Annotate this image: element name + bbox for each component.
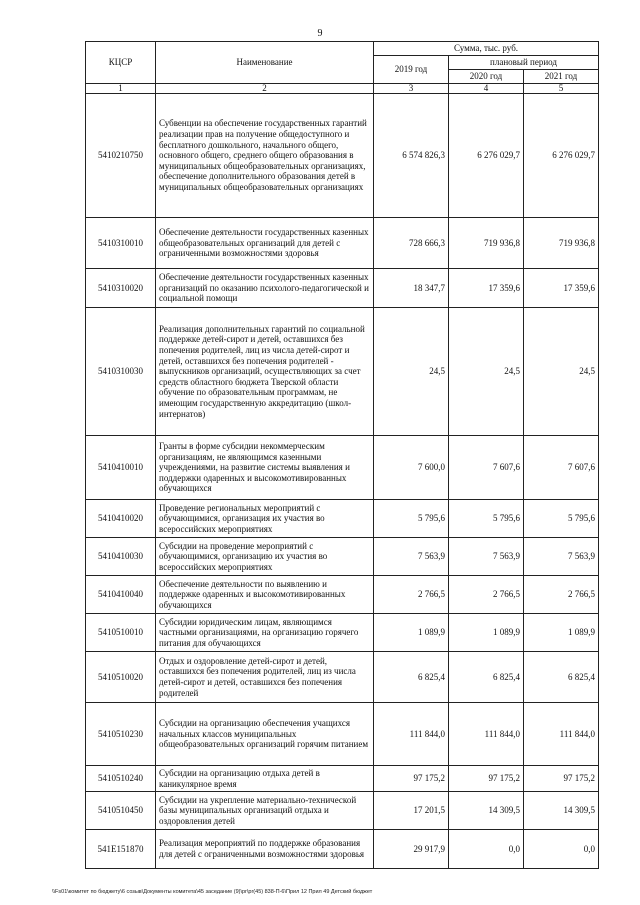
code-cell: 5410410030 [86, 538, 156, 576]
code-cell: 5410510010 [86, 614, 156, 652]
amount-2020-cell: 1 089,9 [449, 614, 524, 652]
amount-2021-cell: 111 844,0 [524, 703, 599, 766]
name-cell: Обеспечение деятельности по выявлению и поддержке одаренных и высокомотивированных обучающихся [156, 576, 374, 614]
table-row [86, 436, 599, 500]
header-sum: Сумма, тыс. руб. [374, 42, 599, 56]
table-row [86, 538, 599, 576]
name-cell: Субсидии на организацию обеспечения учащихся начальных классов муниципальных общеобразовательных организаций горячим питанием [156, 703, 374, 766]
code-cell: 5410310020 [86, 269, 156, 308]
amount-2020-cell: 2 766,5 [449, 576, 524, 614]
code-cell: 5410410020 [86, 500, 156, 538]
table-row [86, 614, 599, 652]
header-kcsr: КЦСР [86, 42, 156, 84]
table-row [86, 766, 599, 792]
table-row [86, 218, 599, 269]
amount-2021-cell: 5 795,6 [524, 500, 599, 538]
amount-2019-cell: 18 347,7 [374, 269, 449, 308]
amount-2020-cell: 5 795,6 [449, 500, 524, 538]
name-cell: Обеспечение деятельности государственных казенных организаций по оказанию психолого-педагогической и социальной помощи [156, 269, 374, 308]
name-cell: Обеспечение деятельности государственных казенных общеобразовательных организаций для детей с ограниченными возможностями здоровья [156, 218, 374, 269]
name-cell: Субвенции на обеспечение государственных гарантий реализации прав на получение общедоступного и бесплатного дошкольного, начального общего, основного общего, среднего общего образования в муниципальных общеобразовательных организациях, обеспечение дополнительного образования детей в муниципальных общеобразовательных организациях [156, 94, 374, 218]
amount-2019-cell: 7 600,0 [374, 436, 449, 500]
name-cell: Субсидии юридическим лицам, являющимся частными организациями, на организацию горячего питания для обучающихся [156, 614, 374, 652]
amount-2020-cell: 7 607,6 [449, 436, 524, 500]
name-cell: Реализация мероприятий по поддержке образования для детей с ограниченными возможностями здоровья [156, 830, 374, 869]
amount-2021-cell: 1 089,9 [524, 614, 599, 652]
amount-2021-cell: 97 175,2 [524, 766, 599, 792]
header-planned-period: плановый период [449, 56, 599, 70]
name-cell: Субсидии на укрепление материально-технической базы муниципальных организаций отдыха и оздоровления детей [156, 792, 374, 830]
budget-table [85, 41, 599, 869]
amount-2021-cell: 7 607,6 [524, 436, 599, 500]
code-cell: 5410210750 [86, 94, 156, 218]
name-cell: Отдых и оздоровление детей-сирот и детей, оставшихся без попечения родителей, лиц из числа детей-сирот и детей, оставшихся без попечения родителей [156, 652, 374, 703]
amount-2019-cell: 2 766,5 [374, 576, 449, 614]
page-number: 9 [317, 28, 323, 39]
amount-2021-cell: 6 276 029,7 [524, 94, 599, 218]
table-row [86, 830, 599, 869]
amount-2020-cell: 719 936,8 [449, 218, 524, 269]
amount-2019-cell: 97 175,2 [374, 766, 449, 792]
table-row [86, 500, 599, 538]
name-cell: Субсидии на организацию отдыха детей в каникулярное время [156, 766, 374, 792]
table-row [86, 703, 599, 766]
amount-2019-cell: 1 089,9 [374, 614, 449, 652]
table-row [86, 652, 599, 703]
file-path-footer: \\Fs01\комитет по бюджету\6 созыв\Документы комитета\45 заседание (9)\pr\pr(45) 838-П-6\Прил 12 Прил 49 Детский бюджет [52, 889, 373, 895]
code-cell: 5410510020 [86, 652, 156, 703]
amount-2020-cell: 6 276 029,7 [449, 94, 524, 218]
amount-2019-cell: 111 844,0 [374, 703, 449, 766]
amount-2021-cell: 7 563,9 [524, 538, 599, 576]
amount-2021-cell: 6 825,4 [524, 652, 599, 703]
amount-2020-cell: 7 563,9 [449, 538, 524, 576]
name-cell: Проведение региональных мероприятий с обучающимися, организация их участия во всероссийских мероприятиях [156, 500, 374, 538]
amount-2021-cell: 0,0 [524, 830, 599, 869]
amount-2020-cell: 0,0 [449, 830, 524, 869]
amount-2020-cell: 111 844,0 [449, 703, 524, 766]
header-year-2020: 2020 год [449, 70, 524, 84]
header-year-2019: 2019 год [374, 56, 449, 84]
amount-2019-cell: 7 563,9 [374, 538, 449, 576]
table-row [86, 308, 599, 436]
column-number: 4 [449, 84, 524, 94]
code-cell: 5410410040 [86, 576, 156, 614]
amount-2021-cell: 719 936,8 [524, 218, 599, 269]
amount-2020-cell: 17 359,6 [449, 269, 524, 308]
code-cell: 5410510240 [86, 766, 156, 792]
code-cell: 5410510450 [86, 792, 156, 830]
amount-2020-cell: 97 175,2 [449, 766, 524, 792]
amount-2021-cell: 14 309,5 [524, 792, 599, 830]
amount-2021-cell: 17 359,6 [524, 269, 599, 308]
code-cell: 5410410010 [86, 436, 156, 500]
amount-2019-cell: 17 201,5 [374, 792, 449, 830]
amount-2020-cell: 14 309,5 [449, 792, 524, 830]
column-number: 1 [86, 84, 156, 94]
table-row [86, 792, 599, 830]
header-name: Наименование [156, 42, 374, 84]
amount-2021-cell: 24,5 [524, 308, 599, 436]
name-cell: Реализация дополнительных гарантий по социальной поддержке детей-сирот и детей, оставшихся без попечения родителей, лиц из числа детей-сирот и детей, оставшихся без попечения родителей - выпускников организаций, осуществляющих за счет средств областного бюджета Тверской области обучение по образовательным программам, не имеющим государственную аккредитацию (школ-интернатов) [156, 308, 374, 436]
amount-2020-cell: 24,5 [449, 308, 524, 436]
name-cell: Гранты в форме субсидии некоммерческим организациям, не являющимся казенными учреждениями, на развитие системы выявления и поддержки одаренных и высокомотивированных обучающихся [156, 436, 374, 500]
table-row [86, 269, 599, 308]
code-cell: 5410310030 [86, 308, 156, 436]
code-cell: 5410510230 [86, 703, 156, 766]
amount-2019-cell: 29 917,9 [374, 830, 449, 869]
amount-2019-cell: 728 666,3 [374, 218, 449, 269]
table-row [86, 94, 599, 218]
code-cell: 541E151870 [86, 830, 156, 869]
amount-2020-cell: 6 825,4 [449, 652, 524, 703]
code-cell: 5410310010 [86, 218, 156, 269]
column-number-row [86, 84, 599, 94]
amount-2019-cell: 6 825,4 [374, 652, 449, 703]
name-cell: Субсидии на проведение мероприятий с обучающимися, организацию их участия во всероссийских мероприятиях [156, 538, 374, 576]
header-year-2021: 2021 год [524, 70, 599, 84]
column-number: 3 [374, 84, 449, 94]
table-row [86, 576, 599, 614]
amount-2019-cell: 6 574 826,3 [374, 94, 449, 218]
amount-2019-cell: 5 795,6 [374, 500, 449, 538]
amount-2021-cell: 2 766,5 [524, 576, 599, 614]
amount-2019-cell: 24,5 [374, 308, 449, 436]
column-number: 5 [524, 84, 599, 94]
column-number: 2 [156, 84, 374, 94]
